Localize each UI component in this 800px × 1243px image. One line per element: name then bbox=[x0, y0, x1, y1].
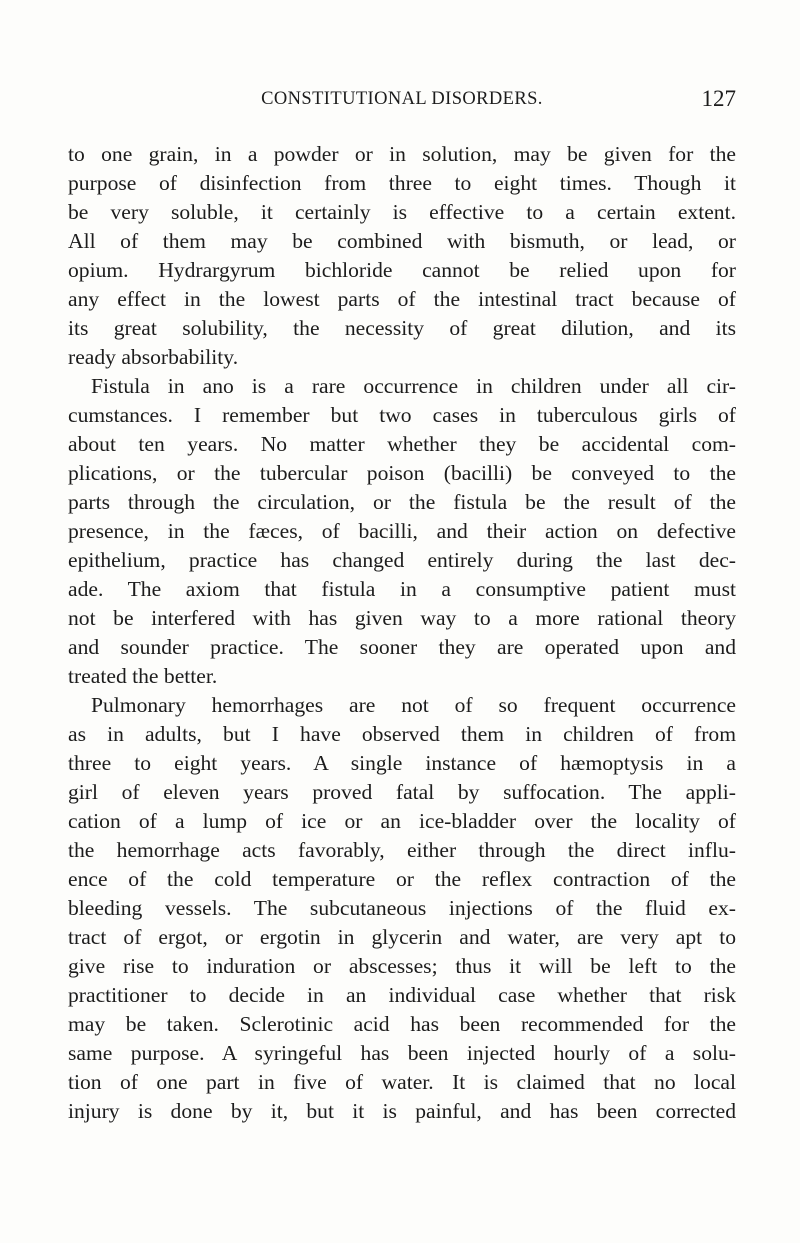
text-line: may be taken. Sclerotinic acid has been recommended for the bbox=[68, 1012, 736, 1036]
running-head bbox=[68, 86, 736, 116]
text-line: any effect in the lowest parts of the intestinal tract because of bbox=[68, 287, 736, 311]
text-line: bleeding vessels. The subcutaneous injections of the fluid ex- bbox=[68, 896, 736, 920]
text-line: ready absorbability. bbox=[68, 345, 239, 369]
text-line: presence, in the fæces, of bacilli, and their action on defective bbox=[68, 519, 736, 543]
text-line: ade. The axiom that fistula in a consumptive patient must bbox=[68, 577, 736, 601]
text-line: be very soluble, it certainly is effective to a certain extent. bbox=[68, 200, 736, 224]
text-line: injury is done by it, but it is painful, and has been corrected bbox=[68, 1099, 736, 1123]
text-line: about ten years. No matter whether they be accidental com- bbox=[68, 432, 736, 456]
text-line: opium. Hydrargyrum bichloride cannot be relied upon for bbox=[68, 258, 736, 282]
page-number: 127 bbox=[701, 86, 736, 111]
text-line: plications, or the tubercular poison (bacilli) be conveyed to the bbox=[68, 461, 736, 485]
text-line: its great solubility, the necessity of great dilution, and its bbox=[68, 316, 736, 340]
paragraph-start-line: Pulmonary hemorrhages are not of so frequent occurrence bbox=[91, 693, 736, 717]
body-text bbox=[68, 140, 736, 1126]
text-line: parts through the circulation, or the fistula be the result of the bbox=[68, 490, 736, 514]
text-line: the hemorrhage acts favorably, either through the direct influ- bbox=[68, 838, 736, 862]
text-line: cation of a lump of ice or an ice-bladder over the locality of bbox=[68, 809, 736, 833]
text-line: purpose of disinfection from three to eight times. Though it bbox=[68, 171, 736, 195]
text-line: treated the better. bbox=[68, 664, 218, 688]
running-title: CONSTITUTIONAL DISORDERS. bbox=[261, 89, 543, 109]
text-line: and sounder practice. The sooner they are operated upon and bbox=[68, 635, 736, 659]
text-line: as in adults, but I have observed them in children of from bbox=[68, 722, 736, 746]
text-line: same purpose. A syringeful has been injected hourly of a solu- bbox=[68, 1041, 736, 1065]
text-line: tract of ergot, or ergotin in glycerin and water, are very apt to bbox=[68, 925, 736, 949]
text-line: All of them may be combined with bismuth, or lead, or bbox=[68, 229, 736, 253]
text-line: not be interfered with has given way to a more rational theory bbox=[68, 606, 736, 630]
text-line: epithelium, practice has changed entirely during the last dec- bbox=[68, 548, 736, 572]
paragraph-start-line: Fistula in ano is a rare occurrence in children under all cir- bbox=[91, 374, 736, 398]
text-line: give rise to induration or abscesses; thus it will be left to the bbox=[68, 954, 736, 978]
text-line: to one grain, in a powder or in solution, may be given for the bbox=[68, 142, 736, 166]
text-line: cumstances. I remember but two cases in tuberculous girls of bbox=[68, 403, 736, 427]
text-line: tion of one part in five of water. It is claimed that no local bbox=[68, 1070, 736, 1094]
text-line: ence of the cold temperature or the reflex contraction of the bbox=[68, 867, 736, 891]
text-line: girl of eleven years proved fatal by suffocation. The appli- bbox=[68, 780, 736, 804]
text-line: three to eight years. A single instance of hæmoptysis in a bbox=[68, 751, 736, 775]
text-line: practitioner to decide in an individual case whether that risk bbox=[68, 983, 736, 1007]
